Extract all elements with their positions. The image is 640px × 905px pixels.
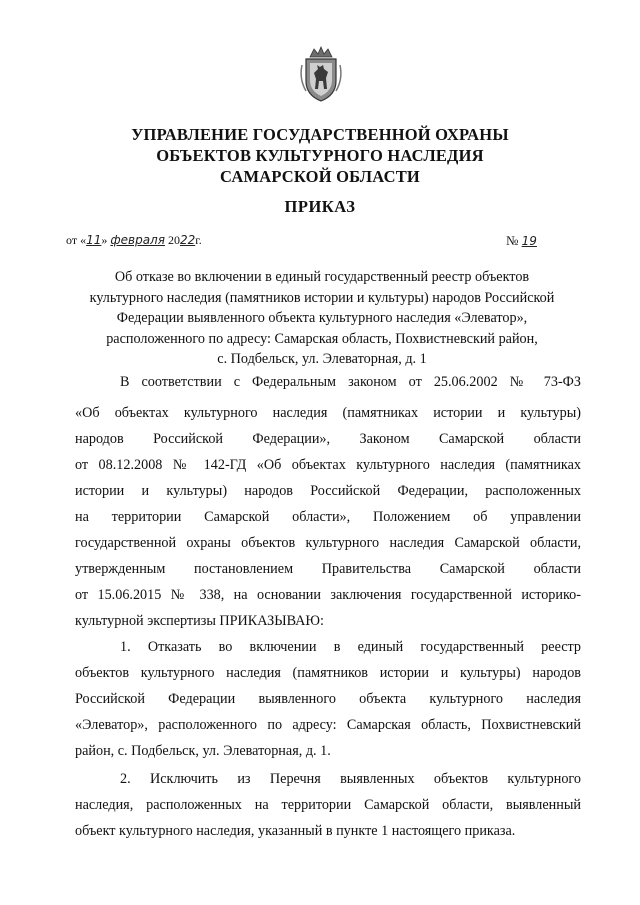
- agency-line: САМАРСКОЙ ОБЛАСТИ: [220, 167, 420, 186]
- preamble-line: истории и культуры) народов Российской Федерации, расположенных: [75, 483, 581, 499]
- subject-line: Федерации выявленного объекта культурного наследия «Элеватор»,: [116, 310, 528, 326]
- subject-line: Об отказе во включении в единый государственный реестр объектов: [114, 269, 530, 285]
- preamble-line: народов Российской Федерации», Законом Самарской области: [75, 431, 581, 447]
- subject-line: расположенного по адресу: Самарская область, Похвистневский район,: [106, 330, 538, 347]
- subject-line: культурного наследия (памятников истории и культуры) народов Российской: [89, 289, 555, 306]
- preamble-line: от 15.06.2015 № 338, на основании заключения государственной историко-: [75, 587, 581, 603]
- preamble-line: утвержденным постановлением Правительства Самарской области: [75, 561, 581, 577]
- item-2-line: объект культурного наследия, указанный в пункте 1 настоящего приказа.: [75, 823, 516, 839]
- order-date: от «11» февраля 2022г.: [66, 233, 202, 247]
- agency-line: ОБЪЕКТОВ КУЛЬТУРНОГО НАСЛЕДИЯ: [156, 146, 484, 165]
- preamble-line: от 08.12.2008 № 142-ГД «Об объектах культурного наследия (памятниках: [75, 457, 581, 473]
- preamble-line: В соответствии с Федеральным законом от 25.06.2002 № 73-ФЗ: [120, 374, 581, 390]
- agency-line: УПРАВЛЕНИЕ ГОСУДАРСТВЕННОЙ ОХРАНЫ: [131, 125, 509, 144]
- handwritten-month: февраля: [110, 233, 165, 247]
- preamble-line: культурной экспертизы ПРИКАЗЫВАЮ:: [75, 613, 324, 629]
- item-1-line: 1. Отказать во включении в единый государственный реестр: [120, 639, 581, 655]
- preamble-line: государственной охраны объектов культурного наследия Самарской области,: [75, 535, 581, 551]
- handwritten-number: 19: [521, 234, 537, 248]
- subject-line: с. Подбельск, ул. Элеваторная, д. 1: [217, 351, 427, 367]
- handwritten-year: 22: [179, 233, 196, 247]
- order-subject: [60, 267, 584, 370]
- handwritten-day: 11: [86, 233, 102, 247]
- item-2-line: 2. Исключить из Перечня выявленных объектов культурного: [120, 771, 581, 787]
- item-2-line: наследия, расположенных на территории Самарской области, выявленный: [75, 797, 581, 813]
- document-type-title: ПРИКАЗ: [284, 197, 356, 216]
- preamble-line: «Об объектах культурного наследия (памятниках истории и культуры): [75, 405, 581, 421]
- item-1-line: район, с. Подбельск, ул. Элеваторная, д. 1.: [75, 743, 331, 759]
- item-1-line: «Элеватор», расположенного по адресу: Самарская область, Похвистневский: [75, 717, 581, 733]
- coat-of-arms-samara-icon: [296, 45, 346, 105]
- preamble-line: на территории Самарской области», Положением об управлении: [75, 509, 581, 525]
- agency-name: [100, 124, 540, 187]
- item-1-line: Российской Федерации выявленного объекта культурного наследия: [75, 691, 581, 707]
- item-1-line: объектов культурного наследия (памятников истории и культуры) народов: [75, 665, 581, 681]
- order-number: № 19: [506, 233, 562, 249]
